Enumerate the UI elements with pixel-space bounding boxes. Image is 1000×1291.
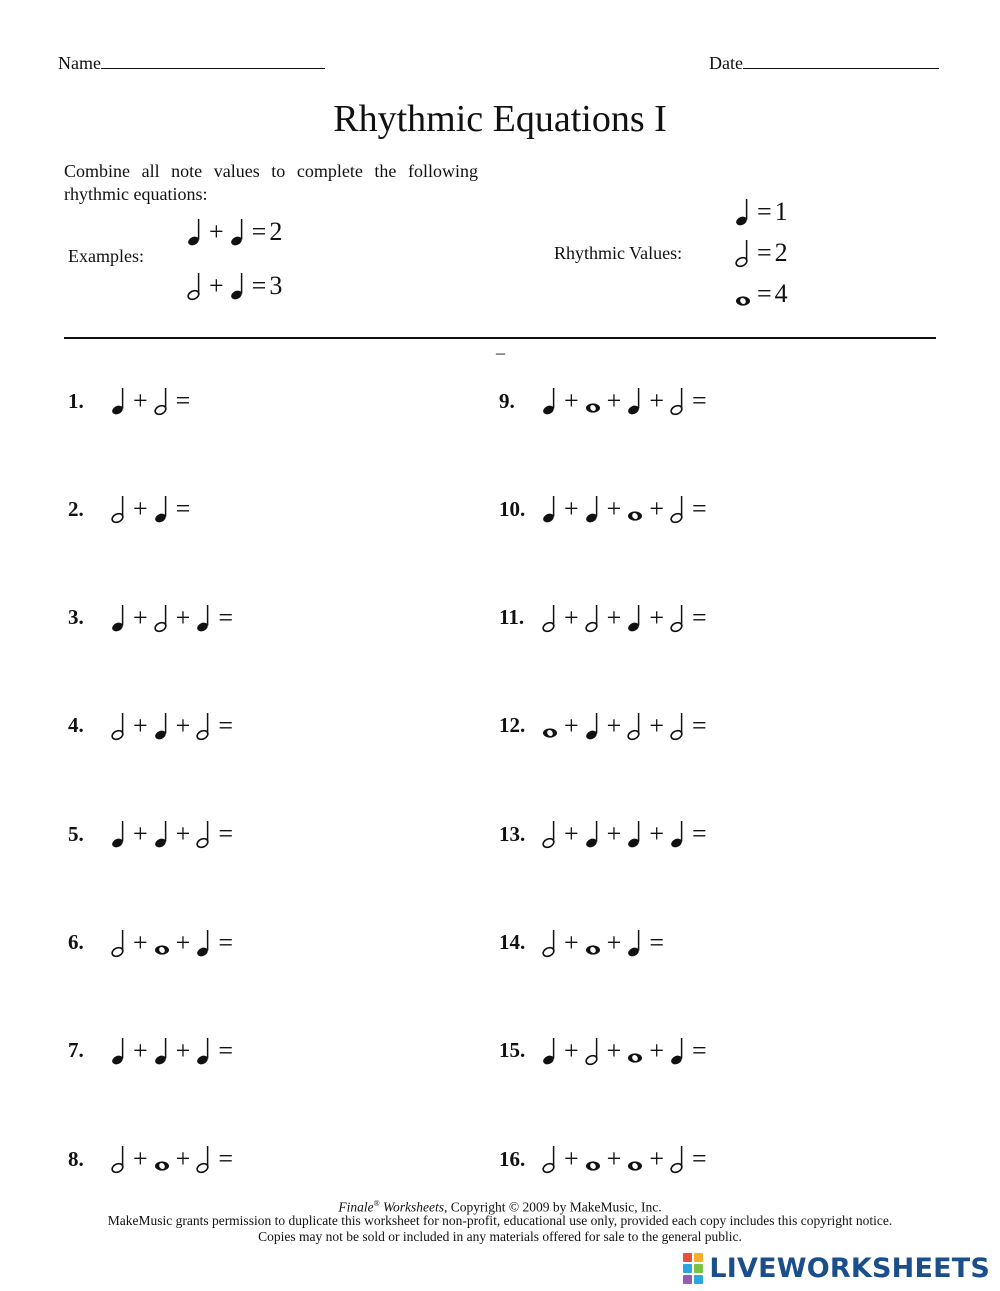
half-note <box>110 928 128 958</box>
footer-worksheets: Worksheets <box>379 1199 445 1215</box>
half-note <box>669 603 687 633</box>
plus-sign: + <box>133 386 148 415</box>
half-note <box>584 1036 602 1066</box>
half-note-icon <box>195 1144 213 1174</box>
problem-2 <box>68 491 259 527</box>
whole-note-icon <box>626 1036 644 1066</box>
whole-note-icon <box>153 1144 171 1174</box>
quarter-note <box>734 197 752 227</box>
plus-sign: + <box>564 927 579 957</box>
problem-8 <box>68 1141 302 1177</box>
equals-sign: = <box>218 710 234 740</box>
half-note-icon <box>541 1144 559 1174</box>
problem-number: 16. <box>499 1146 526 1171</box>
examples-label: Examples: <box>68 246 144 266</box>
quarter-note-icon <box>541 386 559 416</box>
plus-sign: + <box>606 927 622 957</box>
plus-sign: + <box>649 494 665 524</box>
half-note-icon <box>153 386 171 416</box>
half-note <box>669 711 687 741</box>
quarter-note-icon <box>153 494 171 524</box>
quarter-note <box>110 603 128 633</box>
plus-sign: + <box>606 602 622 632</box>
half-note-icon <box>584 1036 602 1066</box>
problem-number: 7. <box>68 1038 84 1063</box>
name-field[interactable] <box>58 53 325 74</box>
problem-11 <box>499 600 776 636</box>
problem-number: 14. <box>499 930 526 954</box>
rhythmic-value-half <box>732 235 788 271</box>
rhythmic-values-label: Rhythmic Values: <box>554 243 683 263</box>
quarter-note-icon <box>110 819 128 849</box>
half-note-icon <box>669 386 687 416</box>
footer-registered: ® <box>373 1199 380 1208</box>
plus-sign: + <box>606 710 622 740</box>
quarter-note <box>195 1036 213 1066</box>
half-note <box>153 386 171 416</box>
half-note <box>584 603 602 633</box>
quarter-note <box>626 928 644 958</box>
quarter-note <box>153 494 171 524</box>
half-note <box>541 1144 559 1174</box>
half-note <box>195 1144 213 1174</box>
quarter-note <box>626 386 644 416</box>
quarter-note-icon <box>195 928 213 958</box>
quarter-note-icon <box>195 1036 213 1066</box>
half-note-icon <box>669 494 687 524</box>
equals-sign: = <box>692 819 707 849</box>
whole-note <box>584 928 602 958</box>
half-note-icon <box>734 238 752 268</box>
equation-result: 1 <box>774 197 788 226</box>
half-note-icon <box>584 603 602 633</box>
whole-note-icon <box>584 928 602 958</box>
half-note-icon <box>626 711 644 741</box>
whole-note <box>626 1036 644 1066</box>
quarter-note <box>186 217 204 247</box>
answer-input[interactable] <box>716 496 776 522</box>
half-note-icon <box>153 603 171 633</box>
plus-sign: + <box>649 1035 665 1065</box>
half-note-icon <box>541 928 559 958</box>
problem-number: 3. <box>68 605 84 630</box>
whole-note <box>541 711 559 741</box>
date-label: Date <box>709 53 743 73</box>
date-field[interactable] <box>709 53 939 74</box>
footer-brand: Finale <box>338 1199 374 1215</box>
quarter-note-icon <box>626 386 644 416</box>
quarter-note-icon <box>626 819 644 849</box>
problem-number: 11. <box>499 605 525 630</box>
logo-tile <box>694 1275 703 1284</box>
problem-number: 2. <box>68 496 84 521</box>
quarter-note <box>229 271 247 301</box>
page-title: Rhythmic Equations I <box>333 98 667 140</box>
equals-sign: = <box>218 819 234 849</box>
quarter-note-icon <box>541 494 559 524</box>
equals-sign: = <box>218 927 234 957</box>
problem-6 <box>68 925 302 961</box>
answer-input[interactable] <box>673 930 733 956</box>
quarter-note-icon <box>734 197 752 227</box>
answer-input[interactable] <box>242 1146 302 1172</box>
plus-sign: + <box>649 386 665 415</box>
answer-input[interactable] <box>242 821 302 847</box>
quarter-note-icon <box>541 1036 559 1066</box>
plus-sign: + <box>606 1035 622 1065</box>
equation-result: 2 <box>269 217 283 246</box>
half-note <box>110 494 128 524</box>
quarter-note-icon <box>626 928 644 958</box>
plus-sign: + <box>209 217 224 246</box>
equation-result: 2 <box>774 238 788 267</box>
plus-sign: + <box>649 1144 665 1174</box>
answer-input[interactable] <box>199 496 259 522</box>
answer-input[interactable] <box>199 388 259 414</box>
problem-1 <box>68 383 259 419</box>
quarter-note <box>669 819 687 849</box>
problem-10 <box>499 491 776 527</box>
whole-note-icon <box>153 928 171 958</box>
plus-sign: + <box>175 1144 191 1174</box>
footer-copyright-rest: , Copyright © 2009 by MakeMusic, Inc. <box>444 1199 662 1215</box>
instructions-text: Combine all note values to complete the following rhythmic equations: <box>64 161 478 204</box>
half-note-icon <box>186 271 204 301</box>
liveworksheets-logo[interactable] <box>683 1253 990 1284</box>
logo-tile <box>683 1253 692 1262</box>
problem-15 <box>499 1033 776 1069</box>
half-note-icon <box>195 819 213 849</box>
equals-sign: = <box>692 710 707 740</box>
equals-sign: = <box>251 217 267 246</box>
plus-sign: + <box>606 386 622 415</box>
date-blank-line[interactable] <box>743 54 939 69</box>
footer-permission: MakeMusic grants permission to duplicate this worksheet for non-profit, educational use only, provided each copy includes this copyright notice. <box>107 1213 893 1228</box>
quarter-note-icon <box>110 603 128 633</box>
half-note-icon <box>110 928 128 958</box>
half-note <box>195 711 213 741</box>
plus-sign: + <box>564 602 579 632</box>
quarter-note-icon <box>584 711 602 741</box>
plus-sign: + <box>649 710 665 740</box>
quarter-note <box>153 1036 171 1066</box>
quarter-note-icon <box>626 603 644 633</box>
problem-number: 6. <box>68 930 84 954</box>
equals-sign: = <box>218 1144 234 1174</box>
quarter-note <box>110 1036 128 1066</box>
whole-note-icon <box>626 494 644 524</box>
equals-sign: = <box>692 386 707 415</box>
plus-sign: + <box>564 819 579 849</box>
quarter-note <box>584 819 602 849</box>
half-note <box>669 494 687 524</box>
quarter-note-icon <box>110 386 128 416</box>
equals-sign: = <box>692 602 707 632</box>
whole-note <box>153 1144 171 1174</box>
whole-note-icon <box>584 1144 602 1174</box>
half-note <box>669 1144 687 1174</box>
plus-sign: + <box>564 710 579 740</box>
problem-9 <box>499 383 776 419</box>
quarter-note-icon <box>229 217 247 247</box>
rhythmic-value-quarter <box>732 194 788 230</box>
answer-input[interactable] <box>242 1038 302 1064</box>
problem-14 <box>499 925 733 961</box>
whole-note-icon <box>584 386 602 416</box>
problem-number: 4. <box>68 713 84 738</box>
logo-tile <box>694 1264 703 1273</box>
liveworksheets-logo-text: LIVEWORKSHEETS <box>709 1253 990 1284</box>
half-note <box>110 711 128 741</box>
whole-note-icon <box>734 279 752 309</box>
quarter-note <box>195 928 213 958</box>
problem-number: 8. <box>68 1146 84 1171</box>
whole-note <box>584 1144 602 1174</box>
answer-input[interactable] <box>716 605 776 631</box>
equals-sign: = <box>175 494 191 524</box>
equals-sign: = <box>757 238 772 267</box>
answer-input[interactable] <box>242 930 302 956</box>
half-note-icon <box>110 711 128 741</box>
problem-12 <box>499 708 776 744</box>
whole-note-icon <box>541 711 559 741</box>
quarter-note <box>110 386 128 416</box>
equals-sign: = <box>757 197 772 226</box>
quarter-note <box>195 603 213 633</box>
plus-sign: + <box>564 494 579 524</box>
half-note-icon <box>669 1144 687 1174</box>
whole-note <box>153 928 171 958</box>
half-note-icon <box>541 819 559 849</box>
half-note <box>110 1144 128 1174</box>
equals-sign: = <box>175 386 191 415</box>
half-note <box>186 271 204 301</box>
whole-note-icon <box>626 1144 644 1174</box>
quarter-note <box>110 819 128 849</box>
whole-note <box>584 386 602 416</box>
plus-sign: + <box>133 710 148 740</box>
answer-input[interactable] <box>242 713 302 739</box>
equals-sign: = <box>692 1035 707 1065</box>
plus-sign: + <box>606 819 622 849</box>
problem-5 <box>68 816 302 852</box>
quarter-note <box>541 1036 559 1066</box>
quarter-note-icon <box>153 711 171 741</box>
answer-input[interactable] <box>716 1146 776 1172</box>
quarter-note <box>626 819 644 849</box>
liveworksheets-logo-icon <box>683 1253 703 1284</box>
plus-sign: + <box>133 1144 148 1174</box>
equation-result: 3 <box>269 271 283 300</box>
example-1 <box>184 214 282 250</box>
logo-tile <box>694 1253 703 1262</box>
quarter-note <box>584 711 602 741</box>
half-note-icon <box>195 711 213 741</box>
half-note-icon <box>669 603 687 633</box>
half-note-icon <box>669 711 687 741</box>
plus-sign: + <box>133 819 148 849</box>
footer-restriction: Copies may not be sold or included in any materials offered for sale to the general public. <box>258 1229 742 1244</box>
equals-sign: = <box>251 271 267 300</box>
half-note <box>195 819 213 849</box>
plus-sign: + <box>175 1035 191 1065</box>
problem-number: 5. <box>68 821 84 846</box>
equals-sign: = <box>757 279 772 308</box>
quarter-note-icon <box>584 819 602 849</box>
half-note <box>541 819 559 849</box>
quarter-note-icon <box>153 819 171 849</box>
quarter-note-icon <box>229 271 247 301</box>
half-note <box>541 603 559 633</box>
plus-sign: + <box>209 271 224 300</box>
quarter-note-icon <box>110 1036 128 1066</box>
quarter-note <box>229 217 247 247</box>
whole-note <box>734 279 752 309</box>
quarter-note <box>626 603 644 633</box>
plus-sign: + <box>649 819 665 849</box>
half-note <box>734 238 752 268</box>
plus-sign: + <box>133 602 148 632</box>
rhythmic-value-whole <box>732 276 788 312</box>
name-label: Name <box>58 53 101 73</box>
equation-result: 4 <box>774 279 788 308</box>
plus-sign: + <box>133 494 148 524</box>
separator-mark: _ <box>496 336 505 356</box>
quarter-note-icon <box>153 1036 171 1066</box>
equals-sign: = <box>649 927 665 957</box>
half-note <box>669 386 687 416</box>
logo-tile <box>683 1275 692 1284</box>
quarter-note-icon <box>195 603 213 633</box>
plus-sign: + <box>133 927 148 957</box>
plus-sign: + <box>175 602 191 632</box>
plus-sign: + <box>564 386 579 415</box>
plus-sign: + <box>564 1035 579 1065</box>
equals-sign: = <box>218 1035 234 1065</box>
half-note <box>153 603 171 633</box>
problem-number: 15. <box>499 1038 526 1063</box>
quarter-note <box>584 494 602 524</box>
plus-sign: + <box>175 710 191 740</box>
quarter-note-icon <box>584 494 602 524</box>
problem-16 <box>499 1141 776 1177</box>
problem-number: 9. <box>499 388 515 413</box>
equals-sign: = <box>692 494 707 524</box>
plus-sign: + <box>606 1144 622 1174</box>
answer-input[interactable] <box>716 821 776 847</box>
problem-number: 13. <box>499 821 526 846</box>
whole-note <box>626 494 644 524</box>
plus-sign: + <box>133 1035 148 1065</box>
problem-number: 1. <box>68 388 84 413</box>
problem-7 <box>68 1033 302 1069</box>
answer-input[interactable] <box>716 388 776 414</box>
quarter-note <box>541 494 559 524</box>
problem-3 <box>68 600 302 636</box>
whole-note <box>626 1144 644 1174</box>
plus-sign: + <box>175 819 191 849</box>
quarter-note-icon <box>669 1036 687 1066</box>
logo-tile <box>683 1264 692 1273</box>
equals-sign: = <box>218 602 234 632</box>
plus-sign: + <box>175 927 191 957</box>
problem-4 <box>68 708 302 744</box>
name-blank-line[interactable] <box>101 54 325 69</box>
plus-sign: + <box>564 1144 579 1174</box>
quarter-note-icon <box>186 217 204 247</box>
half-note-icon <box>110 494 128 524</box>
problem-number: 12. <box>499 713 526 738</box>
quarter-note-icon <box>669 819 687 849</box>
answer-input[interactable] <box>716 713 776 739</box>
quarter-note <box>153 711 171 741</box>
quarter-note <box>541 386 559 416</box>
half-note <box>626 711 644 741</box>
problem-13 <box>499 816 776 852</box>
plus-sign: + <box>606 494 622 524</box>
answer-input[interactable] <box>242 605 302 631</box>
half-note-icon <box>541 603 559 633</box>
example-2 <box>184 268 282 304</box>
equals-sign: = <box>692 1144 707 1174</box>
quarter-note <box>153 819 171 849</box>
problem-number: 10. <box>499 496 526 521</box>
quarter-note <box>669 1036 687 1066</box>
answer-input[interactable] <box>716 1038 776 1064</box>
half-note <box>541 928 559 958</box>
half-note-icon <box>110 1144 128 1174</box>
plus-sign: + <box>649 602 665 632</box>
